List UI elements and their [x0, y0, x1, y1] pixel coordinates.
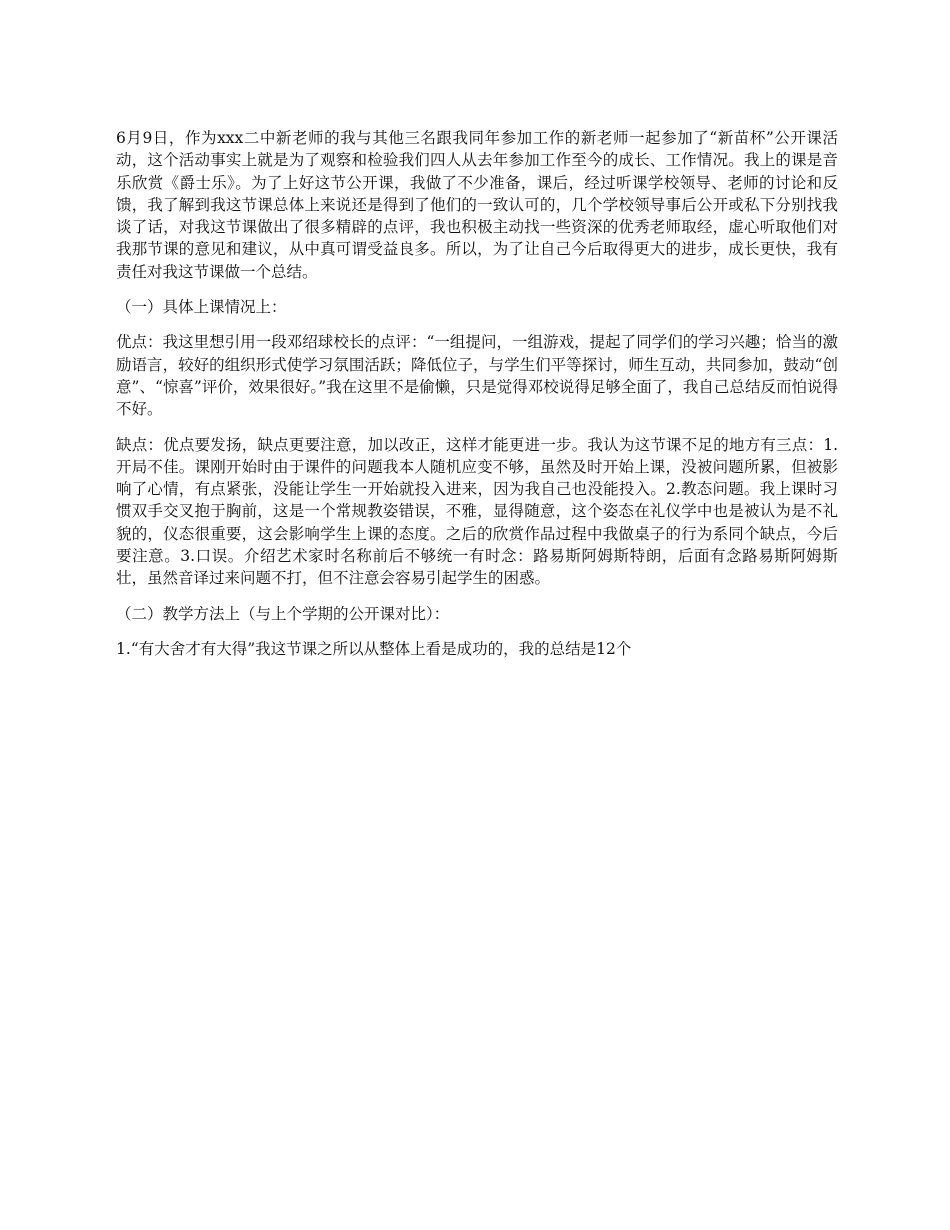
section-heading-class-situation: （一）具体上课情况上：: [116, 298, 287, 317]
strengths-paragraph: 优点：我这里想引用一段邓绍球校长的点评：“一组提问，一组游戏，提起了同学们的学习兴趣；恰当的激励语言，较好的组织形式使学习氛围活跃；降低位子，与学生们平等探讨，师生互动，共同参加，鼓动“创意”、“惊喜”评价，效果很好。”我在这里不是偷懒，只是觉得邓校说得足够全面了，我自己总结反而怕说得不好。: [116, 333, 838, 419]
weaknesses-paragraph: 缺点：优点要发扬，缺点更要注意，加以改正，这样才能更进一步。我认为这节课不足的地方有三点：1.开局不佳。课刚开始时由于课件的问题我本人随机应变不够，虽然及时开始上课，没被问题所累，但被影响了心情，有点紧张，没能让学生一开始就投入进来，因为我自己也没能投入。2.教态问题。我上课时习惯双手交叉抱于胸前，这是一个常规教姿错误，不雅，显得随意，这个姿态在礼仪学中也是被认为是不礼貌的，仪态很重要，这会影响学生上课的态度。之后的欣赏作品过程中我做桌子的行为系同个缺点，今后要注意。3.口误。介绍艺术家时名称前后不够统一有时念：路易斯阿姆斯特朗，后面有念路易斯阿姆斯壮，虽然音译过来问题不打，但不注意会容易引起学生的困惑。: [116, 435, 838, 588]
section-heading-teaching-method: （二）教学方法上（与上个学期的公开课对比）：: [116, 604, 450, 623]
document-page: [116, 127, 838, 673]
method-point-1: 1.“有大舍才有大得”我这节课之所以从整体上看是成功的，我的总结是12个: [116, 639, 632, 658]
intro-paragraph: 6月9日，作为xxx二中新老师的我与其他三名跟我同年参加工作的新老师一起参加了“新苗杯”公开课活动，这个活动事实上就是为了观察和检验我们四人从去年参加工作至今的成长、工作情况。我上的课是音乐欣赏《爵士乐》。为了上好这节公开课，我做了不少准备，课后，经过听课学校领导、老师的讨论和反馈，我了解到我这节课总体上来说还是得到了他们的一致认可的，几个学校领导事后公开或私下分别找我谈了话，对我这节课做出了很多精辟的点评，我也积极主动找一些资深的优秀老师取经，虚心听取他们对我那节课的意见和建议，从中真可谓受益良多。所以，为了让自己今后取得更大的进步，成长更快，我有责任对我这节课做一个总结。: [116, 129, 838, 281]
